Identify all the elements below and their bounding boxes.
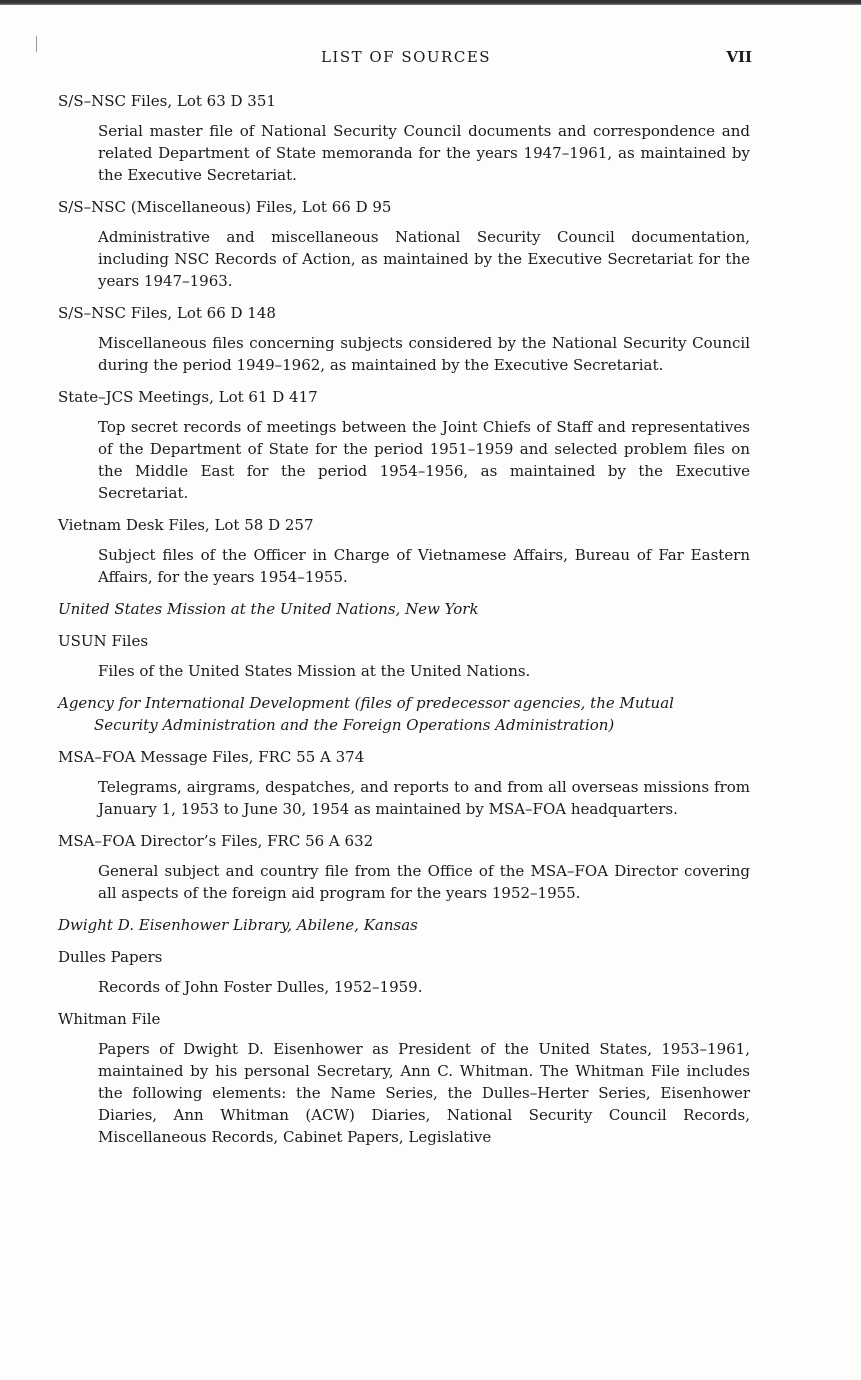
source-title: S/S–NSC Files, Lot 66 D 148: [58, 304, 276, 322]
source-title: Dulles Papers: [58, 948, 163, 966]
source-title: S/S–NSC Files, Lot 63 D 351: [58, 92, 276, 110]
running-title: LIST OF SOURCES: [320, 48, 492, 66]
source-entry: [58, 514, 750, 588]
section-heading-eisenhower: Dwight D. Eisenhower Library, Abilene, Kansas: [58, 916, 418, 934]
page-header: [60, 48, 752, 72]
source-description: Telegrams, airgrams, despatches, and reports to and from all overseas missions from January 1, 1953 to June 30, 1954 as maintained by MSA–FOA headquarters.: [98, 778, 750, 818]
source-description: Serial master file of National Security Council documents and correspondence and related Department of State memoranda for the years 1947–1961, as maintained by the Executive Secretariat.: [98, 122, 750, 184]
source-title: Vietnam Desk Files, Lot 58 D 257: [58, 516, 314, 534]
source-entry: [58, 830, 750, 904]
source-title: MSA–FOA Director’s Files, FRC 56 A 632: [58, 832, 374, 850]
source-description: Administrative and miscellaneous National Security Council documentation, including NSC Records of Action, as maintained by the Executive Secretariat for the years 1947–1963.: [98, 228, 750, 290]
section-heading-line: Agency for International Development (files of predecessor agencies, the Mutual: [58, 694, 674, 712]
source-entry: [58, 746, 750, 820]
source-title: State–JCS Meetings, Lot 61 D 417: [58, 388, 318, 406]
source-title: S/S–NSC (Miscellaneous) Files, Lot 66 D 95: [58, 198, 392, 216]
page-number: VII: [726, 48, 752, 66]
source-entry: [58, 196, 750, 292]
section-heading-line: Security Administration and the Foreign Operations Administration): [94, 716, 615, 734]
source-entry: [58, 630, 750, 682]
source-description: General subject and country file from the Office of the MSA–FOA Director covering all aspects of the foreign aid program for the years 1952–1955.: [98, 862, 750, 902]
source-title: Whitman File: [58, 1010, 161, 1028]
margin-mark: [36, 36, 37, 52]
source-description: Files of the United States Mission at the United Nations.: [98, 662, 531, 680]
source-description: Top secret records of meetings between the Joint Chiefs of Staff and representatives of the Department of State for the period 1951–1959 and selected problem files on the Middle East for the period 1954–1956, as maintained by the Executive Secretariat.: [98, 418, 750, 502]
section-heading-usun: United States Mission at the United Nations, New York: [58, 600, 479, 618]
source-entry: [58, 90, 750, 186]
source-entry: [58, 1008, 750, 1148]
sources-list: [58, 90, 750, 1158]
source-description: Subject files of the Officer in Charge of Vietnamese Affairs, Bureau of Far Eastern Affairs, for the years 1954–1955.: [98, 546, 750, 586]
section-heading-aid: [58, 692, 750, 736]
source-description: Records of John Foster Dulles, 1952–1959.: [98, 978, 423, 996]
source-entry: [58, 946, 750, 998]
source-description: Papers of Dwight D. Eisenhower as President of the United States, 1953–1961, maintained by his personal Secretary, Ann C. Whitman. The Whitman File includes the following elements: the Name Series, the Dulles–Herter Series, Eisenhower Diaries, Ann Whitman (ACW) Diaries, National Security Council Records, Miscellaneous Records, Cabinet Papers, Legislative: [98, 1040, 750, 1146]
source-entry: [58, 386, 750, 504]
source-entry: [58, 302, 750, 376]
source-title: USUN Files: [58, 632, 149, 650]
source-description: Miscellaneous files concerning subjects considered by the National Security Council during the period 1949–1962, as maintained by the Executive Secretariat.: [98, 334, 750, 374]
source-title: MSA–FOA Message Files, FRC 55 A 374: [58, 748, 365, 766]
page-top-edge: [0, 0, 861, 5]
